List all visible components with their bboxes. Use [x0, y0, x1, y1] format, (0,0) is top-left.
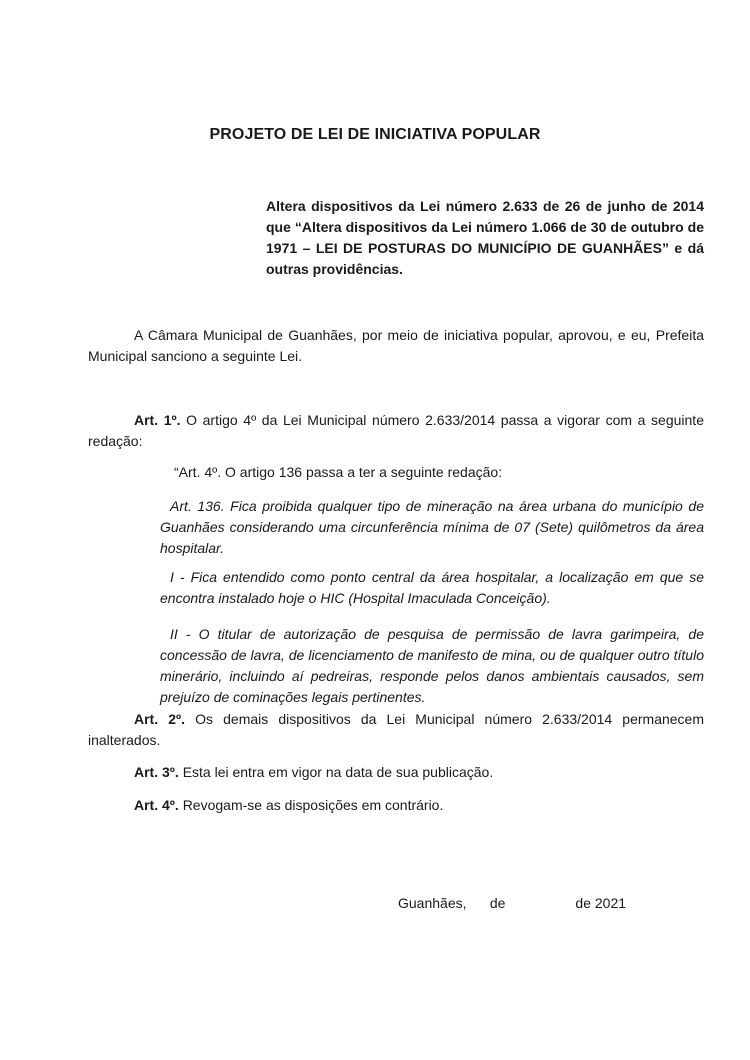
item-i: [160, 567, 704, 609]
ementa: Altera dispositivos da Lei número 2.633 de 26 de junho de 2014 que “Altera dispositivos da Lei número 1.066 de 30 de outubro de 1971 – LEI DE POSTURAS DO MUNICÍPIO DE GUANHÃES” e dá outras providências.: [266, 198, 704, 277]
article-136: [160, 496, 704, 559]
preamble-text: A Câmara Municipal de Guanhães, por meio de iniciativa popular, aprovou, e eu, Prefeita Municipal sanciono a seguinte Lei.: [88, 327, 704, 364]
item-ii: [160, 624, 704, 708]
article-4-text: Revogam-se as disposições em contrário.: [182, 797, 444, 813]
date-place-line: Guanhães, de de 2021: [398, 895, 627, 911]
article-1-text: O artigo 4º da Lei Municipal número 2.633/2014 passa a vigorar com a seguinte redação:: [88, 412, 704, 449]
article-3: [88, 762, 704, 783]
quote-intro: “Art. 4º. O artigo 136 passa a ter a seguinte redação:: [174, 464, 503, 480]
preamble-paragraph: [88, 325, 704, 367]
article-136-text: Art. 136. Fica proibida qualquer tipo de mineração na área urbana do município de Guanhães considerando uma circunferência mínima de 07 (Sete) quilômetros da área hospitalar.: [160, 498, 704, 556]
article-2-text: Os demais dispositivos da Lei Municipal número 2.633/2014 permanecem inalterados.: [88, 711, 704, 748]
article-4: [88, 795, 704, 816]
article-1: [88, 410, 704, 452]
article-3-text: Esta lei entra em vigor na data de sua publicação.: [182, 764, 494, 780]
article-2: [88, 709, 704, 751]
article-1-label: Art. 1º.: [134, 412, 181, 428]
article-3-label: Art. 3º.: [134, 764, 179, 780]
item-i-text: I - Fica entendido como ponto central da área hospitalar, a localização em que se encontra instalado hoje o HIC (Hospital Imaculada Conceição).: [160, 569, 704, 606]
document-title: PROJETO DE LEI DE INICIATIVA POPULAR: [209, 126, 541, 143]
article-2-label: Art. 2º.: [134, 711, 186, 727]
item-ii-text: II - O titular de autorização de pesquisa de permissão de lavra garimpeira, de concessão de lavra, de licenciamento de manifesto de mina, ou de qualquer outro título minerário, incluindo aí pedreiras, responde pelos danos ambientais causados, sem prejuízo de cominações legais pertinentes.: [160, 626, 704, 705]
article-4-label: Art. 4º.: [134, 797, 179, 813]
